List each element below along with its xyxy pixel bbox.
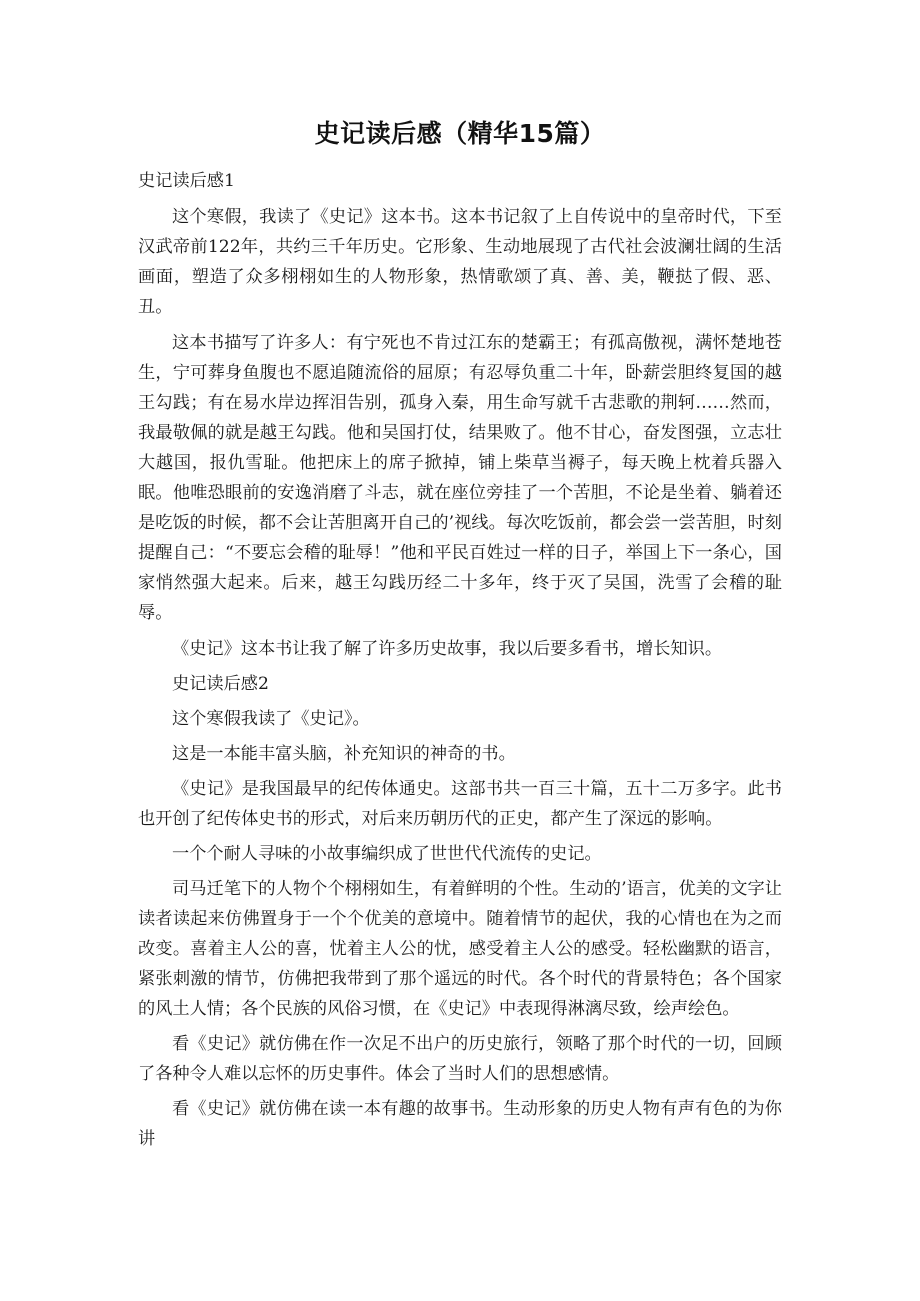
paragraph: 《史记》是我国最早的纪传体通史。这部书共一百三十篇，五十二万多字。此书也开创了纪传体史书的形式，对后来历朝历代的正史，都产生了深远的影响。 [138, 779, 782, 829]
paragraph: 看《史记》就仿佛在读一本有趣的故事书。生动形象的历史人物有声有色的为你讲 [138, 1099, 782, 1149]
paragraph: 这是一本能丰富头脑，补充知识的神奇的书。 [172, 744, 516, 764]
paragraph: 司马迁笔下的人物个个栩栩如生，有着鲜明的个性。生动的’语言，优美的文字让读者读起来仿佛置身于一个个优美的意境中。随着情节的起伏，我的心情也在为之而改变。喜着主人公的喜，忧着主人公的忧，感受着主人公的感受。轻松幽默的语言，紧张刺激的情节，仿佛把我带到了那个遥远的时代。各个时代的背景特色；各个国家的风土人情；各个民族的风俗习惯，在《史记》中表现得淋漓尽致，绘声绘色。 [138, 879, 782, 1019]
paragraph: 这个寒假我读了《史记》。 [172, 709, 370, 729]
paragraph: 这个寒假，我读了《史记》这本书。这本书记叙了上自传说中的皇帝时代，下至汉武帝前122年，共约三千年历史。它形象、生动地展现了古代社会波澜壮阔的生活画面，塑造了众多栩栩如生的人物形象，热情歌颂了真、善、美，鞭挞了假、恶、丑。 [138, 207, 782, 317]
paragraph: 看《史记》就仿佛在作一次足不出户的历史旅行，领略了那个时代的一切，回顾了各种令人难以忘怀的历史事件。体会了当时人们的思想感情。 [138, 1034, 782, 1084]
section-heading: 史记读后感2 [172, 674, 269, 694]
document-body [138, 166, 782, 1154]
section-heading: 史记读后感1 [138, 171, 235, 191]
paragraph: 《史记》这本书让我了解了许多历史故事，我以后要多看书，增长知识。 [172, 639, 723, 659]
paragraph: 这本书描写了许多人：有宁死也不肯过江东的楚霸王；有孤高傲视，满怀楚地苍生，宁可葬身鱼腹也不愿追随流俗的屈原；有忍辱负重二十年，卧薪尝胆终复国的越王勾践；有在易水岸边挥泪告别，孤身入秦，用生命写就千古悲歌的荆轲……然而，我最敬佩的就是越王勾践。他和吴国打仗，结果败了。他不甘心，奋发图强，立志壮大越国，报仇雪耻。他把床上的席子掀掉，铺上柴草当褥子，每天晚上枕着兵器入眠。他唯恐眼前的安逸消磨了斗志，就在座位旁挂了一个苦胆，不论是坐着、躺着还是吃饭的时候，都不会让苦胆离开自己的’视线。每次吃饭前，都会尝一尝苦胆，时刻提醒自己：“不要忘会稽的耻辱！”他和平民百姓过一样的日子，举国上下一条心，国家悄然强大起来。后来，越王勾践历经二十多年，终于灭了吴国，洗雪了会稽的耻辱。 [138, 333, 782, 623]
paragraph: 一个个耐人寻味的小故事编织成了世世代代流传的史记。 [172, 844, 602, 864]
document-title: 史记读后感（精华15篇） [314, 119, 606, 148]
